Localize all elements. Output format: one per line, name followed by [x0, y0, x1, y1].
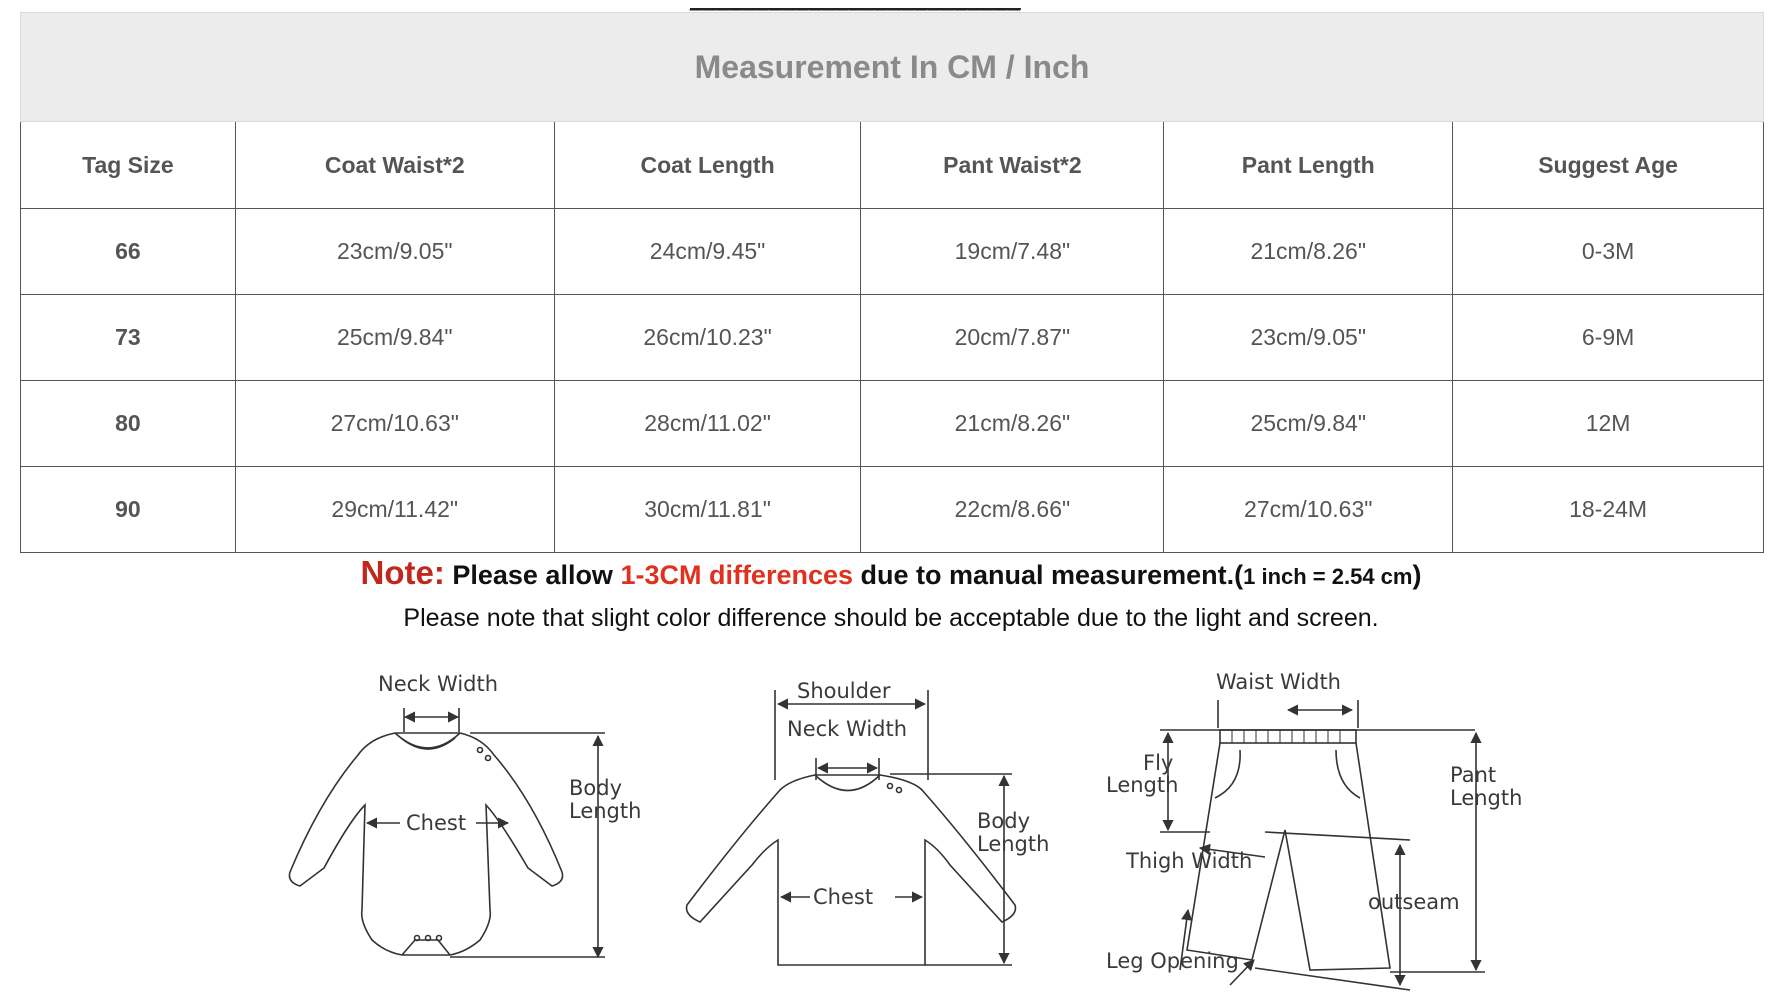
- top-length-label: Length: [977, 832, 1050, 856]
- cell-coat-waist: 27cm/10.63": [235, 381, 554, 467]
- header-pant-length: Pant Length: [1164, 122, 1453, 209]
- pants-outseam-label: outseam: [1368, 890, 1460, 914]
- diagram-drawings: [0, 660, 1782, 1008]
- table-row: [21, 209, 1764, 295]
- header-coat-length: Coat Length: [554, 122, 861, 209]
- cell-coat-length: 30cm/11.81": [554, 467, 861, 553]
- note-text-after: due to manual measurement.(: [853, 560, 1244, 590]
- cell-coat-waist: 29cm/11.42": [235, 467, 554, 553]
- cell-coat-length: 24cm/9.45": [554, 209, 861, 295]
- cell-pant-length: 25cm/9.84": [1164, 381, 1453, 467]
- bodysuit-neck-width-label: Neck Width: [378, 672, 499, 696]
- measurement-note: [0, 554, 1782, 592]
- top-neck-width-label: Neck Width: [787, 717, 908, 741]
- bodysuit-body-label: Body: [569, 776, 623, 800]
- note-text-before: Please allow: [444, 560, 621, 590]
- notes-section: [0, 554, 1782, 633]
- cell-coat-waist: 23cm/9.05": [235, 209, 554, 295]
- header-suggest-age: Suggest Age: [1453, 122, 1764, 209]
- table-row: [21, 295, 1764, 381]
- cell-coat-length: 26cm/10.23": [554, 295, 861, 381]
- top-cut-text: [0, 0, 1782, 8]
- pants-waist-width-label: Waist Width: [1216, 670, 1341, 694]
- top-chest-label: Chest: [813, 885, 874, 909]
- bodysuit-length-label: Length: [569, 799, 642, 823]
- pants-fly-label: Fly: [1143, 751, 1174, 775]
- cell-tag-size: 90: [21, 467, 236, 553]
- cell-pant-waist: 20cm/7.87": [861, 295, 1164, 381]
- cell-pant-waist: 22cm/8.66": [861, 467, 1164, 553]
- color-note: Please note that slight color difference should be acceptable due to the light and screen.: [403, 604, 1379, 632]
- note-highlight: 1-3CM differences: [620, 560, 854, 590]
- cell-pant-length: 27cm/10.63": [1164, 467, 1453, 553]
- cell-pant-length: 21cm/8.26": [1164, 209, 1453, 295]
- header-coat-waist: Coat Waist*2: [235, 122, 554, 209]
- cell-pant-waist: 19cm/7.48": [861, 209, 1164, 295]
- top-shoulder-label: Shoulder: [797, 679, 891, 703]
- cell-tag-size: 80: [21, 381, 236, 467]
- pants-leg-opening-label: Leg Opening: [1106, 949, 1239, 973]
- cell-pant-waist: 21cm/8.26": [861, 381, 1164, 467]
- cell-coat-length: 28cm/11.02": [554, 381, 861, 467]
- header-tag-size: Tag Size: [21, 122, 236, 209]
- cell-suggest-age: 6-9M: [1453, 295, 1764, 381]
- note-label: Note:: [360, 554, 445, 591]
- cell-pant-length: 23cm/9.05": [1164, 295, 1453, 381]
- table-row: [21, 381, 1764, 467]
- table-row: [21, 467, 1764, 553]
- measurement-diagrams: [0, 660, 1782, 1008]
- bodysuit-chest-label: Chest: [406, 811, 467, 835]
- pants-fly-length-label: Length: [1106, 773, 1179, 797]
- size-chart-table: [20, 12, 1764, 553]
- table-title: Measurement In CM / Inch: [21, 13, 1764, 122]
- pants-thigh-width-label: Thigh Width: [1126, 849, 1253, 873]
- cell-suggest-age: 0-3M: [1453, 209, 1764, 295]
- cell-suggest-age: 12M: [1453, 381, 1764, 467]
- cell-suggest-age: 18-24M: [1453, 467, 1764, 553]
- pants-drawing: [1160, 700, 1485, 990]
- pants-pant-label: Pant: [1450, 763, 1497, 787]
- cell-tag-size: 73: [21, 295, 236, 381]
- header-pant-waist: Pant Waist*2: [861, 122, 1164, 209]
- cell-coat-waist: 25cm/9.84": [235, 295, 554, 381]
- note-conversion: 1 inch = 2.54 cm: [1243, 564, 1413, 589]
- table-title-row: [21, 13, 1764, 122]
- note-close: ): [1412, 560, 1422, 590]
- table-header-row: [21, 122, 1764, 209]
- pants-pant-length-label: Length: [1450, 786, 1523, 810]
- top-body-label: Body: [977, 809, 1031, 833]
- cell-tag-size: 66: [21, 209, 236, 295]
